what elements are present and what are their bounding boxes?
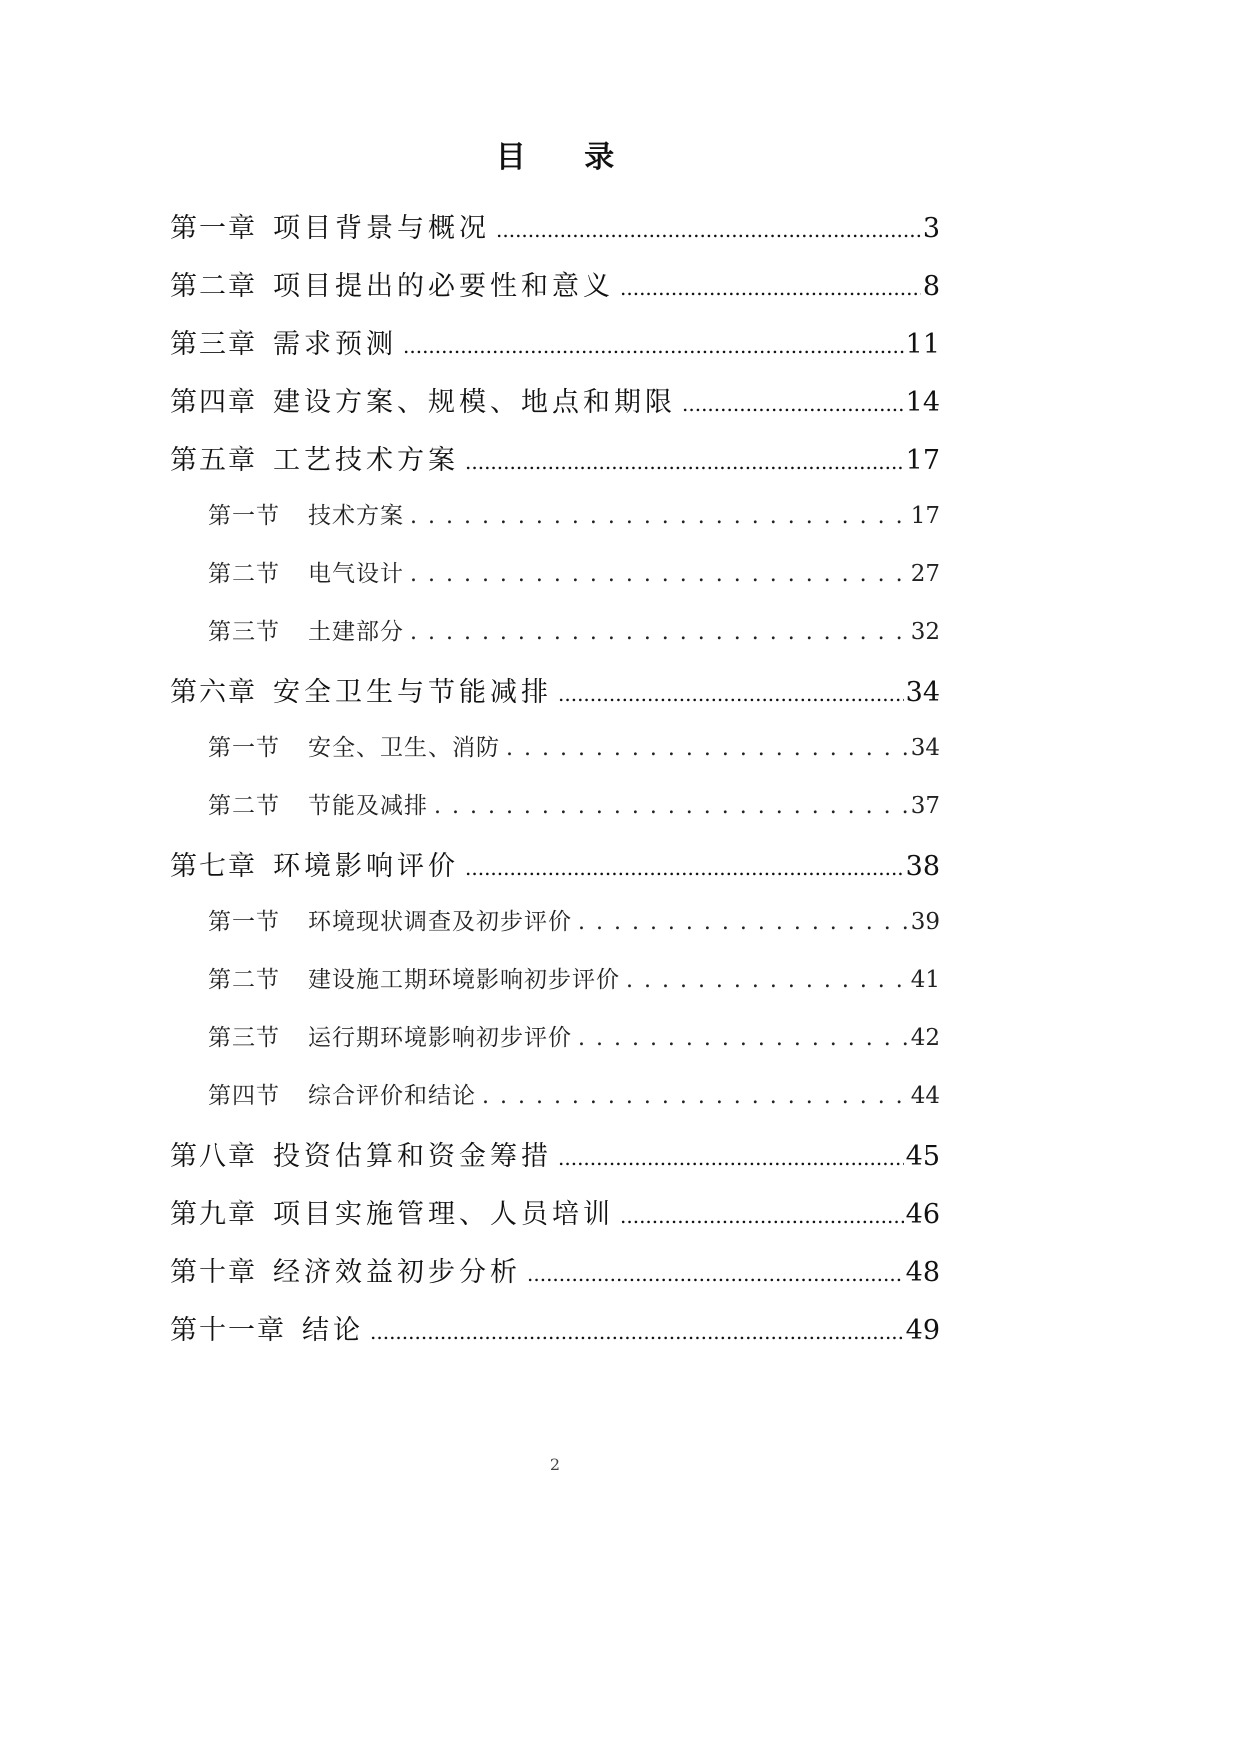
toc-entry-section-6-2[interactable] [208, 787, 940, 820]
entry-page: 17 [905, 445, 940, 476]
dot-leader [434, 793, 909, 819]
entry-number: 第三节 [208, 1025, 280, 1051]
dot-leader [578, 909, 909, 935]
entry-number: 第八章 [170, 1141, 257, 1172]
entry-label: 建设施工期环境影响初步评价 [308, 967, 620, 993]
entry-number: 第二章 [170, 271, 257, 302]
toc-entry-section-6-1[interactable] [208, 729, 940, 762]
entry-page: 14 [905, 387, 940, 418]
entry-number: 第二节 [208, 561, 280, 587]
toc-entry-section-7-1[interactable] [208, 903, 940, 936]
dot-leader [527, 1257, 904, 1288]
entry-page: 38 [905, 851, 940, 882]
entry-number: 第十一章 [170, 1315, 286, 1346]
entry-number: 第六章 [170, 677, 257, 708]
entry-label: 工艺技术方案 [273, 445, 459, 476]
entry-page: 39 [910, 909, 940, 935]
entry-page: 49 [905, 1315, 940, 1346]
entry-number: 第一节 [208, 909, 280, 935]
dot-leader [410, 619, 909, 645]
toc-entry-chapter-1[interactable] [170, 206, 940, 245]
toc-entry-chapter-6[interactable] [170, 670, 940, 709]
dot-leader [626, 967, 909, 993]
dot-leader [370, 1315, 904, 1346]
entry-page: 44 [910, 1083, 940, 1109]
dot-leader [578, 1025, 909, 1051]
entry-label: 环境现状调查及初步评价 [308, 909, 572, 935]
entry-label: 项目背景与概况 [273, 213, 490, 244]
entry-page: 17 [910, 503, 940, 529]
toc-entry-chapter-3[interactable] [170, 322, 940, 361]
entry-number: 第一节 [208, 503, 280, 529]
entry-label: 土建部分 [308, 619, 404, 645]
entry-number: 第二节 [208, 793, 280, 819]
entry-page: 27 [910, 561, 940, 587]
entry-number: 第三节 [208, 619, 280, 645]
entry-label: 项目实施管理、人员培训 [273, 1199, 614, 1230]
entry-label: 电气设计 [308, 561, 404, 587]
dot-leader [410, 561, 909, 587]
entry-label: 安全卫生与节能减排 [273, 677, 552, 708]
toc-entry-section-5-1[interactable] [208, 497, 940, 530]
entry-number: 第五章 [170, 445, 257, 476]
toc-title: 目 录 [495, 140, 639, 175]
entry-number: 第四章 [170, 387, 257, 418]
entry-page: 34 [905, 677, 940, 708]
dot-leader [682, 387, 904, 418]
entry-page: 32 [910, 619, 940, 645]
dot-leader [620, 1199, 904, 1230]
dot-leader [620, 271, 921, 302]
entry-number: 第九章 [170, 1199, 257, 1230]
entry-page: 11 [905, 329, 940, 360]
entry-page: 3 [922, 213, 940, 244]
entry-page: 42 [910, 1025, 940, 1051]
entry-label: 运行期环境影响初步评价 [308, 1025, 572, 1051]
entry-number: 第一节 [208, 735, 280, 761]
entry-number: 第七章 [170, 851, 257, 882]
entry-page: 37 [910, 793, 940, 819]
entry-label: 综合评价和结论 [308, 1083, 476, 1109]
entry-page: 46 [905, 1199, 940, 1230]
entry-label: 节能及减排 [308, 793, 428, 819]
entry-page: 41 [910, 967, 940, 993]
entry-label: 结论 [302, 1315, 364, 1346]
entry-page: 48 [905, 1257, 940, 1288]
toc-entry-section-7-3[interactable] [208, 1019, 940, 1052]
toc-entry-chapter-5[interactable] [170, 438, 940, 477]
toc-entry-section-7-2[interactable] [208, 961, 940, 994]
entry-number: 第三章 [170, 329, 257, 360]
entry-label: 投资估算和资金筹措 [273, 1141, 552, 1172]
dot-leader [558, 1141, 904, 1172]
entry-label: 建设方案、规模、地点和期限 [273, 387, 676, 418]
toc-entry-chapter-7[interactable] [170, 844, 940, 883]
entry-page: 34 [910, 735, 940, 761]
entry-page: 8 [922, 271, 940, 302]
entry-label: 项目提出的必要性和意义 [273, 271, 614, 302]
entry-label: 安全、卫生、消防 [308, 735, 500, 761]
dot-leader [465, 851, 904, 882]
toc-entry-section-5-3[interactable] [208, 613, 940, 646]
entry-number: 第十章 [170, 1257, 257, 1288]
entry-label: 需求预测 [273, 329, 397, 360]
toc-entry-section-5-2[interactable] [208, 555, 940, 588]
entry-number: 第四节 [208, 1083, 280, 1109]
page-number-footer: 2 [549, 1455, 561, 1474]
dot-leader [482, 1083, 909, 1109]
dot-leader [506, 735, 909, 761]
entry-page: 45 [905, 1141, 940, 1172]
dot-leader [496, 213, 921, 244]
toc-entry-chapter-4[interactable] [170, 380, 940, 419]
toc-entry-chapter-8[interactable] [170, 1134, 940, 1173]
toc-entry-section-7-4[interactable] [208, 1077, 940, 1110]
toc-entry-chapter-9[interactable] [170, 1192, 940, 1231]
dot-leader [465, 445, 904, 476]
dot-leader [410, 503, 909, 529]
entry-number: 第一章 [170, 213, 257, 244]
dot-leader [403, 329, 904, 360]
entry-number: 第二节 [208, 967, 280, 993]
toc-entry-chapter-2[interactable] [170, 264, 940, 303]
entry-label: 环境影响评价 [273, 851, 459, 882]
entry-label: 技术方案 [308, 503, 404, 529]
entry-label: 经济效益初步分析 [273, 1257, 521, 1288]
toc-entry-chapter-11[interactable] [170, 1308, 940, 1347]
dot-leader [558, 677, 904, 708]
toc-entry-chapter-10[interactable] [170, 1250, 940, 1289]
